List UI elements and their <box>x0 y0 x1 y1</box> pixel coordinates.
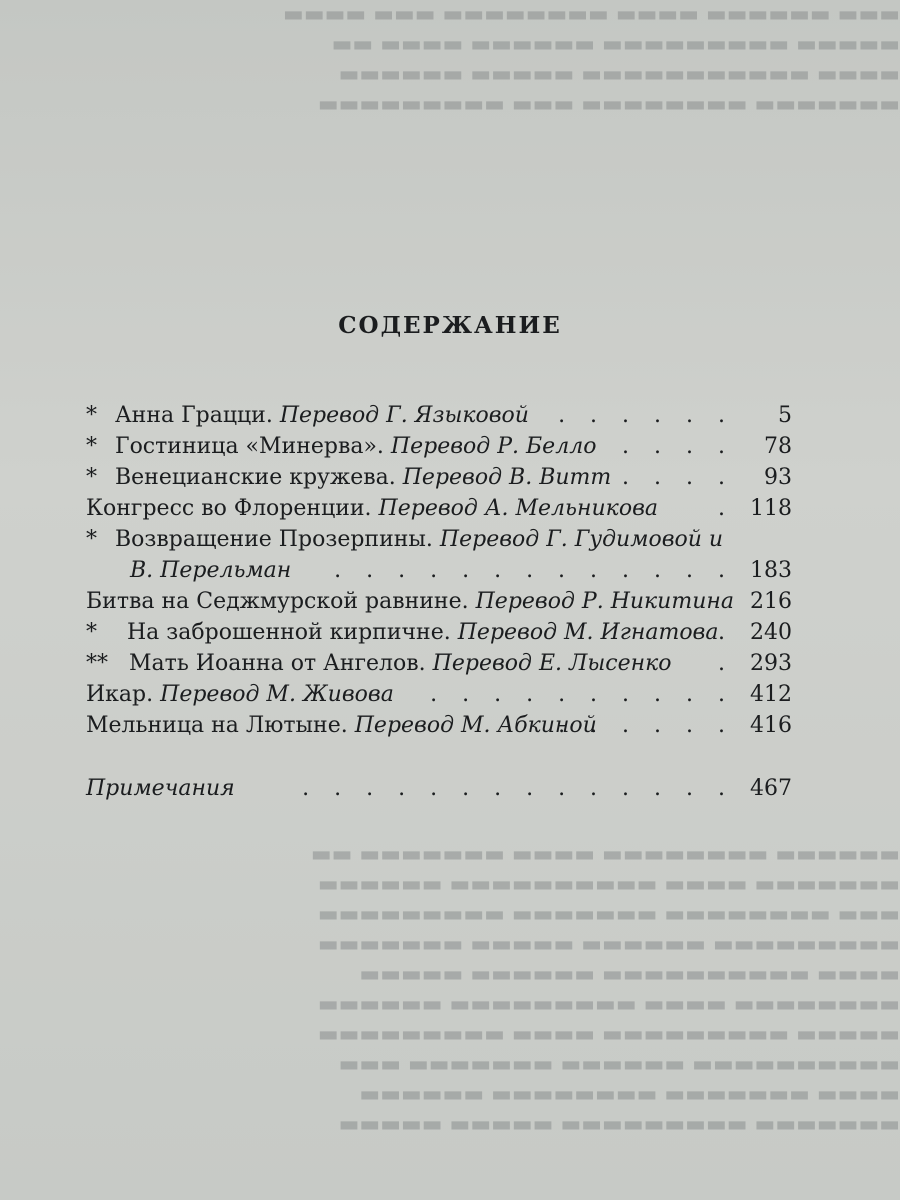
page-number: 467 <box>750 776 792 801</box>
page-number: 183 <box>750 558 792 583</box>
toc-entry <box>86 648 792 679</box>
translator: Перевод В. Витт <box>402 465 612 490</box>
notes-label: Примечания <box>86 776 235 801</box>
leader-dots: . . . . <box>622 434 734 459</box>
page-number: 416 <box>750 713 792 738</box>
page-number: 78 <box>764 434 792 459</box>
work-title: Конгресс во Флоренции. <box>86 496 372 521</box>
toc-entry <box>86 586 792 617</box>
leader-dots: . . . . . . . . . . . . . <box>334 558 734 583</box>
work-title: Венецианские кружева. <box>115 465 396 490</box>
work-title: Битва на Седжмурской равнине. <box>86 589 469 614</box>
work-title: Анна Грацци. <box>115 403 273 428</box>
toc-entry <box>86 679 792 710</box>
entry-mark: * <box>86 465 97 490</box>
entry-mark: * <box>86 434 97 459</box>
translator: Перевод Е. Лысенко <box>432 651 672 676</box>
leader-dots: . . . . <box>622 465 734 490</box>
toc-entry-continuation <box>86 555 792 586</box>
leader-dots: . <box>718 620 734 645</box>
entry-mark: ** <box>86 651 108 676</box>
page-number: 240 <box>750 620 792 645</box>
work-title: На заброшенной кирпичне. <box>127 620 451 645</box>
toc-entry <box>86 710 792 741</box>
work-title: Мельница на Лютыне. <box>86 713 348 738</box>
toc-entry <box>86 617 792 648</box>
entry-mark: * <box>86 620 97 645</box>
translator: Перевод Р. Белло <box>390 434 597 459</box>
leader-dots: . . . . . . <box>558 403 734 428</box>
toc-entry <box>86 462 792 493</box>
page-number: 93 <box>764 465 792 490</box>
leader-dots: . <box>718 496 734 521</box>
page-title: СОДЕРЖАНИЕ <box>338 312 562 339</box>
work-title: Икар. <box>86 682 154 707</box>
translator: Перевод Р. Никитина <box>475 589 734 614</box>
translator: Перевод Г. Гудимовой и <box>439 527 724 552</box>
toc-entry <box>86 493 792 524</box>
page-number: 216 <box>750 589 792 614</box>
page-number: 5 <box>778 403 792 428</box>
translator: Перевод Г. Языковой <box>279 403 529 428</box>
translator: В. Перельман <box>130 558 292 583</box>
toc-entry <box>86 524 792 555</box>
translator: Перевод М. Живова <box>160 682 394 707</box>
work-title: Гостиница «Минерва». <box>115 434 384 459</box>
page-number: 118 <box>750 496 792 521</box>
notes-entry <box>86 773 792 804</box>
leader-dots: . . . . . . <box>558 713 734 738</box>
leader-dots: . . . . . . . . . . . . . . <box>302 776 734 801</box>
translator: Перевод М. Игнатова <box>457 620 719 645</box>
toc-entry <box>86 400 792 431</box>
leader-dots: . . . . . . . . . . <box>430 682 734 707</box>
page-number: 412 <box>750 682 792 707</box>
work-title: Возвращение Прозерпины. <box>115 527 433 552</box>
entry-mark: * <box>86 527 97 552</box>
toc-entry <box>86 431 792 462</box>
entry-mark: * <box>86 403 97 428</box>
show-through-text-top: ▬▬▬ ▬▬▬▬▬▬ ▬▬▬▬ ▬▬▬▬▬▬▬▬ ▬▬▬ ▬▬▬▬ ▬▬▬▬▬ ▬▬▬▬▬▬▬▬▬ ▬▬▬▬▬▬ ▬▬▬▬ ▬▬ ▬▬▬▬ ▬▬▬▬▬▬▬▬▬▬▬ ▬▬▬▬▬ ▬▬▬▬▬▬ ▬▬▬▬▬▬▬ ▬▬▬▬▬▬▬▬ ▬▬▬ ▬▬▬▬▬▬▬▬▬ <box>283 2 900 117</box>
table-of-contents <box>86 400 792 804</box>
page-number: 293 <box>750 651 792 676</box>
translator: Перевод М. Абкиной <box>354 713 597 738</box>
leader-dots: . <box>718 651 734 676</box>
show-through-text-bottom: ▬▬▬▬▬▬ ▬▬▬▬▬▬▬▬ ▬▬▬▬ ▬▬▬▬▬▬▬ ▬▬ ▬▬▬▬▬▬▬ ▬▬▬▬ ▬▬▬▬▬▬▬▬▬▬ ▬▬▬▬▬▬ ▬▬▬ ▬▬▬▬▬▬▬▬ ▬▬▬▬▬▬▬ ▬▬▬▬▬▬▬▬▬ ▬▬▬▬▬▬▬▬▬ ▬▬▬▬▬▬ ▬▬▬▬▬ ▬▬▬▬▬▬▬ ▬▬▬▬ ▬▬▬▬▬▬▬▬▬▬ ▬▬▬▬▬▬ ▬▬▬▬▬ ▬▬▬▬▬▬▬▬ ▬▬▬▬ ▬▬▬▬▬▬▬▬▬ ▬▬▬▬▬▬ ▬▬▬▬▬ ▬▬▬▬▬▬▬▬▬ ▬▬▬▬ ▬▬▬▬▬▬▬▬▬ ▬▬▬▬▬▬▬▬▬▬ ▬▬▬▬▬▬ ▬▬▬▬▬▬▬ ▬▬▬ ▬▬▬▬ ▬▬▬▬▬▬▬ ▬▬▬▬▬▬▬▬ ▬▬▬▬▬▬ ▬▬▬▬▬▬▬ ▬▬▬▬▬▬▬▬▬ ▬▬▬▬▬ ▬▬▬▬▬ <box>310 842 900 1137</box>
translator: Перевод А. Мельникова <box>378 496 658 521</box>
work-title: Мать Иоанна от Ангелов. <box>129 651 426 676</box>
